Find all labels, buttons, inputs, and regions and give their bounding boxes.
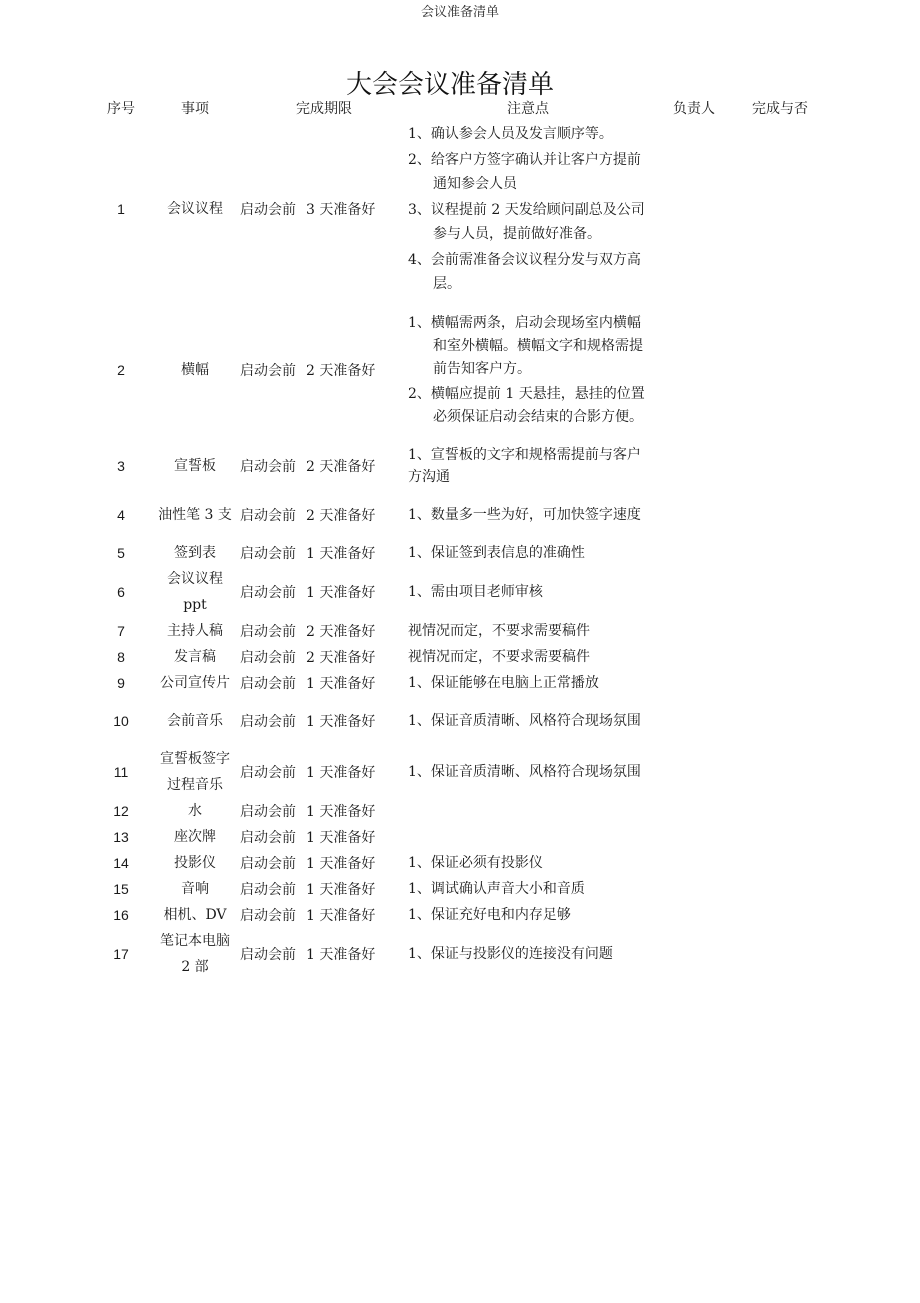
table-row <box>92 850 820 876</box>
done-cell <box>740 876 820 902</box>
owner-cell <box>648 670 740 696</box>
deadline-cell <box>240 928 408 980</box>
deadline-when: 启动会前 <box>240 363 296 379</box>
row-number: 14 <box>113 855 129 871</box>
item-label: 水 <box>188 803 202 819</box>
row-number: 4 <box>117 507 125 523</box>
deadline-cell <box>240 902 408 928</box>
item-label: 相机、DV <box>163 907 227 923</box>
deadline-days: 2 天准备好 <box>306 508 376 524</box>
notes-cell <box>408 618 648 644</box>
notes-cell <box>408 540 648 566</box>
owner-cell <box>648 928 740 980</box>
done-cell <box>740 902 820 928</box>
deadline-when: 启动会前 <box>240 585 296 601</box>
deadline-when: 启动会前 <box>240 830 296 846</box>
item-cell <box>150 876 240 902</box>
table-row <box>92 566 820 618</box>
deadline-days: 3 天准备好 <box>306 202 376 218</box>
item-cell <box>150 902 240 928</box>
item-label: 会议议程 <box>167 571 223 587</box>
deadline-cell <box>240 824 408 850</box>
deadline-when: 启动会前 <box>240 882 296 898</box>
row-number: 2 <box>117 362 125 378</box>
note-line: 2、横幅应提前 1 天悬挂，悬挂的位置必须保证启动会结束的合影方便。 <box>408 385 645 425</box>
done-cell <box>740 746 820 798</box>
deadline-days: 1 天准备好 <box>306 882 376 898</box>
deadline-cell <box>240 490 408 540</box>
item-label: 油性笔 3 支 <box>158 507 232 523</box>
item-cell <box>150 618 240 644</box>
deadline-days: 2 天准备好 <box>306 459 376 475</box>
item-cell <box>150 442 240 490</box>
table-row <box>92 670 820 696</box>
done-cell <box>740 540 820 566</box>
deadline-cell <box>240 798 408 824</box>
done-cell <box>740 120 820 298</box>
deadline-cell <box>240 696 408 746</box>
note-line: 4、会前需准备会议议程分发与双方高层。 <box>408 252 641 292</box>
table-row <box>92 644 820 670</box>
item-label: 过程音乐 <box>167 777 223 793</box>
done-cell <box>740 850 820 876</box>
item-cell <box>150 644 240 670</box>
deadline-when: 启动会前 <box>240 908 296 924</box>
deadline-cell <box>240 670 408 696</box>
table-row <box>92 540 820 566</box>
item-label: 宣誓板 <box>174 458 216 474</box>
item-cell <box>150 490 240 540</box>
item-label: 横幅 <box>181 362 209 378</box>
note-line: 1、宣誓板的文字和规格需提前与客户方沟通 <box>408 447 641 485</box>
deadline-days: 1 天准备好 <box>306 714 376 730</box>
owner-cell <box>648 566 740 618</box>
item-cell <box>150 850 240 876</box>
row-number: 15 <box>113 881 129 897</box>
done-cell <box>740 824 820 850</box>
owner-cell <box>648 746 740 798</box>
row-number: 17 <box>113 946 129 962</box>
note-line: 1、保证能够在电脑上正常播放 <box>408 675 599 691</box>
note-line: 1、数量多一些为好，可加快签字速度 <box>408 507 641 523</box>
item-cell <box>150 298 240 442</box>
table-row <box>92 824 820 850</box>
table-row <box>92 902 820 928</box>
deadline-days: 1 天准备好 <box>306 676 376 692</box>
deadline-when: 启动会前 <box>240 714 296 730</box>
note-line: 1、保证必须有投影仪 <box>408 855 543 871</box>
note-line: 1、保证与投影仪的连接没有问题 <box>408 946 613 962</box>
row-number: 12 <box>113 803 129 819</box>
table-row <box>92 442 820 490</box>
notes-cell <box>408 850 648 876</box>
notes-cell <box>408 442 648 490</box>
notes-cell <box>408 644 648 670</box>
row-number: 6 <box>117 584 125 600</box>
done-cell <box>740 566 820 618</box>
running-header: 会议准备清单 <box>420 5 499 20</box>
owner-cell <box>648 902 740 928</box>
done-cell <box>740 928 820 980</box>
header-row <box>92 96 820 120</box>
table-row <box>92 298 820 442</box>
item-label: 会议议程 <box>167 201 223 217</box>
deadline-days: 2 天准备好 <box>306 650 376 666</box>
owner-cell <box>648 876 740 902</box>
table-row <box>92 746 820 798</box>
notes-cell <box>408 670 648 696</box>
document-title: 大会会议准备清单 <box>345 70 554 100</box>
deadline-days: 1 天准备好 <box>306 765 376 781</box>
owner-cell <box>648 442 740 490</box>
deadline-days: 1 天准备好 <box>306 830 376 846</box>
notes-cell <box>408 928 648 980</box>
row-number: 1 <box>117 201 125 217</box>
item-cell <box>150 798 240 824</box>
deadline-cell <box>240 120 408 298</box>
row-number: 16 <box>113 907 129 923</box>
done-cell <box>740 618 820 644</box>
deadline-when: 启动会前 <box>240 804 296 820</box>
checklist-table <box>92 96 820 980</box>
row-number: 10 <box>113 713 129 729</box>
item-cell <box>150 746 240 798</box>
notes-cell <box>408 566 648 618</box>
deadline-days: 1 天准备好 <box>306 856 376 872</box>
notes-cell <box>408 490 648 540</box>
item-label: 投影仪 <box>174 855 216 871</box>
table-row <box>92 876 820 902</box>
deadline-cell <box>240 298 408 442</box>
note-line: 1、保证音质清晰、风格符合现场氛围 <box>408 764 641 780</box>
item-cell <box>150 670 240 696</box>
note-line: 1、需由项目老师审核 <box>408 584 543 600</box>
deadline-days: 1 天准备好 <box>306 585 376 601</box>
note-line: 1、确认参会人员及发言顺序等。 <box>408 126 613 142</box>
deadline-cell <box>240 566 408 618</box>
deadline-when: 启动会前 <box>240 650 296 666</box>
note-line: 1、保证充好电和内存足够 <box>408 907 571 923</box>
notes-cell <box>408 824 648 850</box>
item-label: 音响 <box>181 881 209 897</box>
table-row <box>92 928 820 980</box>
deadline-when: 启动会前 <box>240 459 296 475</box>
item-label: 发言稿 <box>174 649 216 665</box>
note-line: 视情况而定，不要求需要稿件 <box>408 649 590 665</box>
owner-cell <box>648 120 740 298</box>
table-row <box>92 618 820 644</box>
owner-cell <box>648 298 740 442</box>
row-number: 5 <box>117 545 125 561</box>
notes-cell <box>408 902 648 928</box>
row-number: 13 <box>113 829 129 845</box>
item-label: 座次牌 <box>174 829 216 845</box>
column-header-deadline: 完成期限 <box>296 101 352 117</box>
note-line: 视情况而定，不要求需要稿件 <box>408 623 590 639</box>
column-header-owner: 负责人 <box>673 101 715 117</box>
deadline-days: 1 天准备好 <box>306 804 376 820</box>
notes-cell <box>408 298 648 442</box>
deadline-days: 2 天准备好 <box>306 624 376 640</box>
item-label: ppt <box>183 597 207 613</box>
item-label: 公司宣传片 <box>160 675 230 691</box>
column-header-done: 完成与否 <box>752 101 808 117</box>
item-label: 会前音乐 <box>167 713 223 729</box>
item-label: 2 部 <box>181 959 209 975</box>
item-cell <box>150 696 240 746</box>
owner-cell <box>648 696 740 746</box>
deadline-cell <box>240 540 408 566</box>
item-cell <box>150 120 240 298</box>
owner-cell <box>648 490 740 540</box>
table-row <box>92 490 820 540</box>
note-line: 1、横幅需两条，启动会现场室内横幅和室外横幅。横幅文字和规格需提前告知客户方。 <box>408 314 643 377</box>
deadline-days: 1 天准备好 <box>306 908 376 924</box>
done-cell <box>740 696 820 746</box>
notes-cell <box>408 876 648 902</box>
owner-cell <box>648 798 740 824</box>
deadline-days: 1 天准备好 <box>306 546 376 562</box>
note-line: 2、给客户方签字确认并让客户方提前通知参会人员 <box>408 152 641 192</box>
done-cell <box>740 670 820 696</box>
deadline-days: 2 天准备好 <box>306 363 376 379</box>
item-cell <box>150 928 240 980</box>
deadline-when: 启动会前 <box>240 676 296 692</box>
deadline-days: 1 天准备好 <box>306 947 376 963</box>
done-cell <box>740 798 820 824</box>
owner-cell <box>648 540 740 566</box>
deadline-when: 启动会前 <box>240 508 296 524</box>
notes-cell <box>408 120 648 298</box>
note-line: 1、调试确认声音大小和音质 <box>408 881 585 897</box>
deadline-cell <box>240 876 408 902</box>
table-row <box>92 798 820 824</box>
done-cell <box>740 298 820 442</box>
done-cell <box>740 644 820 670</box>
item-label: 主持人稿 <box>167 623 223 639</box>
deadline-cell <box>240 442 408 490</box>
row-number: 7 <box>117 623 125 639</box>
done-cell <box>740 442 820 490</box>
owner-cell <box>648 824 740 850</box>
note-line: 1、保证签到表信息的准确性 <box>408 545 585 561</box>
done-cell <box>740 490 820 540</box>
item-cell <box>150 566 240 618</box>
notes-cell <box>408 746 648 798</box>
deadline-when: 启动会前 <box>240 856 296 872</box>
item-cell <box>150 540 240 566</box>
owner-cell <box>648 644 740 670</box>
table-row <box>92 120 820 298</box>
column-header-number: 序号 <box>107 101 135 117</box>
column-header-item: 事项 <box>181 101 209 117</box>
note-line: 3、议程提前 2 天发给顾问副总及公司参与人员，提前做好准备。 <box>408 202 645 242</box>
row-number: 9 <box>117 675 125 691</box>
deadline-when: 启动会前 <box>240 765 296 781</box>
row-number: 3 <box>117 458 125 474</box>
deadline-cell <box>240 644 408 670</box>
item-label: 签到表 <box>174 545 216 561</box>
item-label: 笔记本电脑 <box>160 933 230 949</box>
deadline-cell <box>240 850 408 876</box>
deadline-cell <box>240 618 408 644</box>
notes-cell <box>408 696 648 746</box>
deadline-when: 启动会前 <box>240 947 296 963</box>
notes-cell <box>408 798 648 824</box>
deadline-when: 启动会前 <box>240 202 296 218</box>
owner-cell <box>648 618 740 644</box>
table-row <box>92 696 820 746</box>
deadline-cell <box>240 746 408 798</box>
owner-cell <box>648 850 740 876</box>
deadline-when: 启动会前 <box>240 624 296 640</box>
note-line: 1、保证音质清晰、风格符合现场氛围 <box>408 713 641 729</box>
item-label: 宣誓板签字 <box>160 751 230 767</box>
item-cell <box>150 824 240 850</box>
row-number: 11 <box>113 764 129 780</box>
deadline-when: 启动会前 <box>240 546 296 562</box>
row-number: 8 <box>117 649 125 665</box>
column-header-notes: 注意点 <box>507 101 549 117</box>
